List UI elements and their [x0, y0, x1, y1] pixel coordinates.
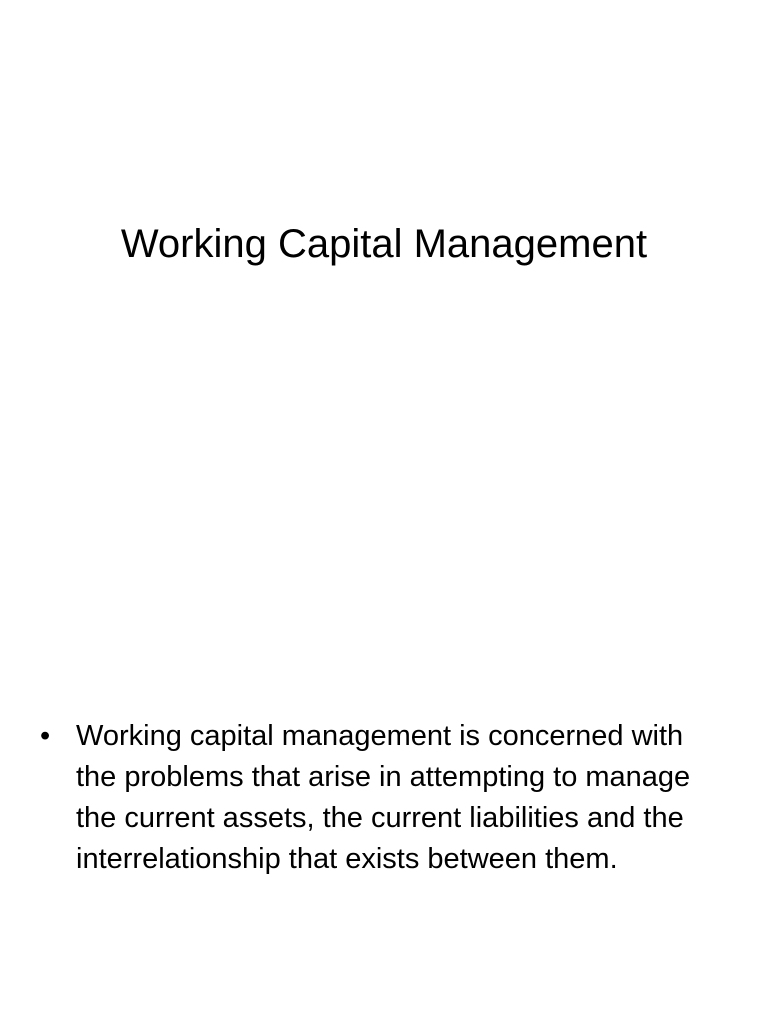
bullet-list: [40, 716, 720, 880]
bullet-marker: •: [40, 720, 51, 752]
bullet-item: [40, 716, 720, 880]
bullet-text: Working capital management is concerned with the problems that arise in attempting to manage the current assets, the current liabilities and the interrelationship that exists between them.: [76, 720, 691, 875]
slide-title: Working Capital Management: [120, 222, 648, 266]
